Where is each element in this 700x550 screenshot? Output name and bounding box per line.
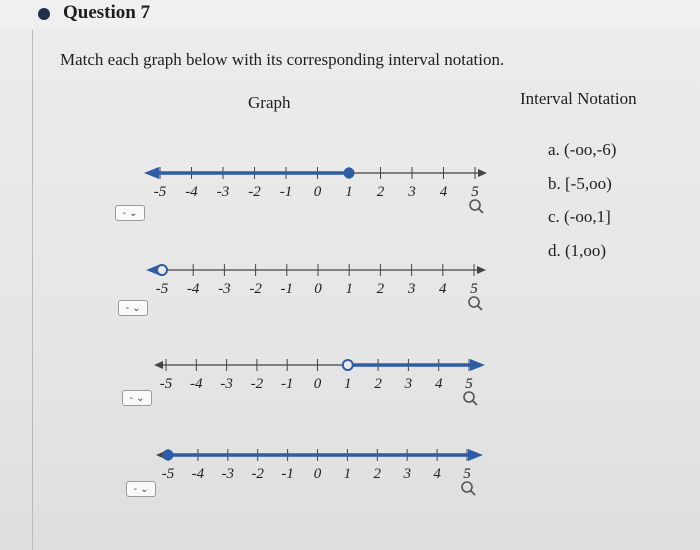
- tick-label: 4: [439, 281, 447, 297]
- tick-label: 1: [345, 184, 353, 200]
- dropdown-value: -: [125, 303, 130, 314]
- tick-label: -2: [250, 376, 264, 392]
- tick-label: 3: [404, 376, 413, 392]
- tick-label: 3: [408, 184, 416, 200]
- answer-dropdown-4[interactable]: [126, 481, 156, 497]
- chevron-down-icon: ⌄: [136, 393, 145, 404]
- dropdown-value: -: [129, 393, 134, 404]
- option-c: c. (-oo,1]: [548, 207, 611, 226]
- option-d: d. (1,oo): [548, 241, 607, 260]
- chevron-down-icon: ⌄: [140, 484, 149, 495]
- open-endpoint: [343, 360, 353, 370]
- tick-label: 2: [374, 376, 382, 392]
- tick-label: 5: [463, 466, 471, 482]
- tick-label: 1: [345, 281, 353, 297]
- zoom-icon-handle: [478, 306, 483, 311]
- tick-label: -2: [249, 281, 262, 297]
- tick-label: -2: [248, 184, 261, 200]
- chevron-down-icon: ⌄: [132, 303, 141, 314]
- tick-label: 3: [403, 466, 411, 482]
- tick-label: -1: [280, 376, 294, 392]
- tick-label: 2: [373, 466, 382, 482]
- tick-label: 4: [434, 376, 443, 392]
- tick-label: -4: [186, 281, 200, 297]
- option-a: a. (-oo,-6): [548, 140, 617, 159]
- tick-label: -3: [216, 184, 230, 200]
- tick-label: -1: [281, 466, 294, 482]
- tick-label: 3: [407, 281, 416, 297]
- tick-label: -2: [251, 466, 264, 482]
- tick-label: -5: [153, 184, 167, 200]
- tick-label: 4: [439, 184, 448, 200]
- axis-arrow-left: [154, 361, 163, 369]
- zoom-icon-handle: [471, 491, 476, 496]
- tick-label: 5: [471, 184, 479, 200]
- chevron-down-icon: ⌄: [129, 208, 138, 219]
- tick-label: 1: [343, 466, 352, 482]
- answer-dropdown-1[interactable]: [115, 205, 145, 221]
- ray-arrow-left: [144, 167, 159, 179]
- tick-label: 0: [314, 281, 322, 297]
- zoom-icon-handle: [473, 401, 478, 406]
- option-b: b. [-5,oo): [548, 174, 612, 193]
- tick-label: -5: [161, 466, 175, 482]
- zoom-icon-handle: [479, 209, 484, 214]
- tick-label: -3: [218, 281, 231, 297]
- tick-label: -3: [221, 466, 235, 482]
- tick-label: -3: [220, 376, 233, 392]
- tick-label: 1: [344, 376, 352, 392]
- open-endpoint: [157, 265, 167, 275]
- axis-arrow-right: [477, 266, 486, 274]
- interval-column-header: Interval Notation: [520, 89, 637, 108]
- dropdown-value: -: [122, 208, 127, 219]
- graph-column-header: Graph: [248, 93, 291, 112]
- tick-label: 0: [313, 184, 322, 200]
- dropdown-value: -: [133, 484, 138, 495]
- answer-dropdown-3[interactable]: [122, 390, 152, 406]
- tick-label: -5: [159, 376, 173, 392]
- ray-arrow-right: [468, 449, 483, 461]
- answer-dropdown-2[interactable]: [118, 300, 148, 316]
- tick-label: 4: [433, 466, 441, 482]
- tick-label: 2: [376, 184, 385, 200]
- tick-label: 2: [376, 281, 385, 297]
- question-title: Question 7: [63, 2, 151, 23]
- tick-label: 0: [313, 376, 322, 392]
- tick-label: 0: [313, 466, 322, 482]
- tick-label: 5: [465, 376, 473, 392]
- tick-label: 5: [470, 281, 478, 297]
- tick-label: -4: [185, 184, 198, 200]
- closed-endpoint: [163, 450, 174, 461]
- tick-label: -4: [191, 466, 205, 482]
- axis-arrow-right: [478, 169, 487, 177]
- instruction-text: Match each graph below with its corresponding interval notation.: [60, 50, 505, 69]
- tick-label: -4: [190, 376, 203, 392]
- ray-arrow-right: [470, 359, 485, 371]
- tick-label: -1: [280, 281, 294, 297]
- tick-label: -5: [155, 281, 169, 297]
- tick-label: -1: [279, 184, 293, 200]
- closed-endpoint: [344, 168, 355, 179]
